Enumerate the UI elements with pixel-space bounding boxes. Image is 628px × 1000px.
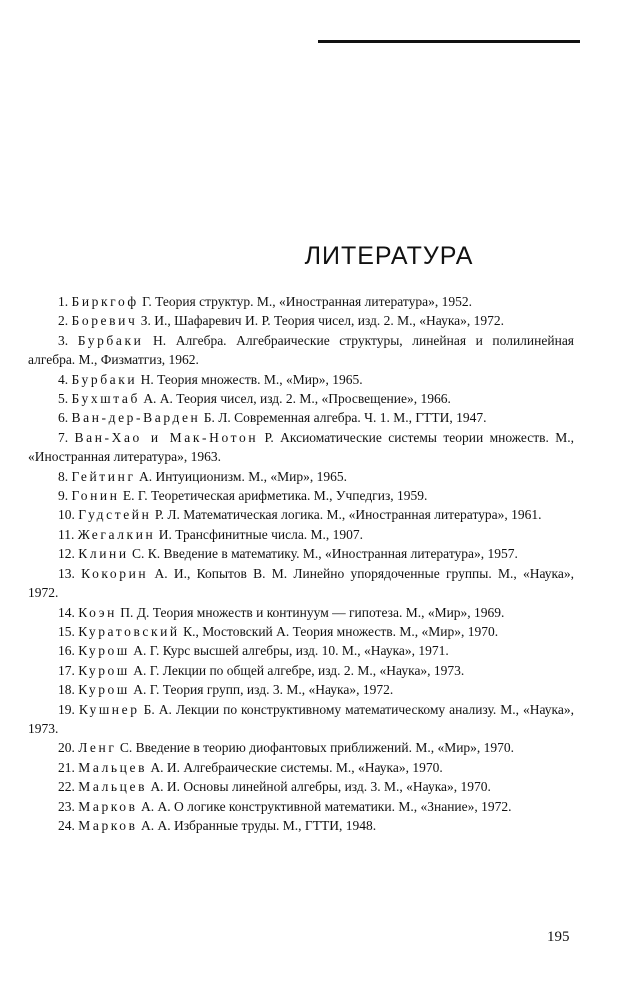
reference-entry <box>28 797 574 816</box>
reference-entry <box>28 525 574 544</box>
reference-author: Коэн <box>78 604 117 620</box>
reference-details: С. Введение в теорию диофантовых приближений. М., «Мир», 1970. <box>119 740 515 756</box>
reference-entry <box>28 816 574 835</box>
reference-number: 16. <box>58 643 75 659</box>
reference-author: Мальцев <box>78 779 148 795</box>
reference-entry <box>28 622 574 641</box>
reference-entry <box>28 408 574 427</box>
reference-entry <box>28 564 574 603</box>
reference-author: Ван-дер-Варден <box>71 410 201 426</box>
reference-author: Бухштаб <box>71 391 140 407</box>
reference-number: 10. <box>58 507 75 523</box>
reference-number: 14. <box>58 604 75 620</box>
reference-entry <box>28 603 574 622</box>
reference-author: Курош <box>78 682 130 698</box>
reference-author: Курош <box>78 662 130 678</box>
reference-author: Ван-Хао и Мак-Нотон <box>74 429 259 445</box>
reference-number: 9. <box>58 488 69 504</box>
reference-author: Ленг <box>78 740 117 756</box>
reference-number: 6. <box>58 410 69 426</box>
top-rule <box>318 40 580 43</box>
reference-details: А. Интуиционизм. М., «Мир», 1965. <box>138 468 347 484</box>
reference-details: А. А. О логике конструктивной математики. М., «Знание», 1972. <box>140 798 512 814</box>
reference-details: Н. Теория множеств. М., «Мир», 1965. <box>140 371 363 387</box>
reference-entry <box>28 505 574 524</box>
reference-author: Жегалкин <box>77 526 156 542</box>
reference-number: 1. <box>58 294 69 309</box>
reference-author: Гейтинг <box>71 468 136 484</box>
reference-author: Марков <box>78 817 138 833</box>
reference-details: Р. Аксиоматические системы теории множеств. М., «Иностранная литература», 1963. <box>28 429 574 465</box>
reference-details: З. И., Шафаревич И. Р. Теория чисел, изд. 2. М., «Наука», 1972. <box>140 313 505 329</box>
reference-author: Бурбаки <box>77 332 144 348</box>
reference-author: Курош <box>78 643 130 659</box>
reference-entry <box>28 370 574 389</box>
reference-details: А. Г. Теория групп, изд. 3. М., «Наука», 1972. <box>133 682 394 698</box>
reference-number: 17. <box>58 662 75 678</box>
reference-details: С. К. Введение в математику. М., «Иностранная литература», 1957. <box>132 546 518 562</box>
reference-number: 3. <box>58 332 69 348</box>
reference-number: 11. <box>58 526 75 542</box>
reference-entry <box>28 331 574 370</box>
reference-details: Е. Г. Теоретическая арифметика. М., Учпедгиз, 1959. <box>122 488 428 504</box>
reference-number: 4. <box>58 371 69 387</box>
page-heading: ЛИТЕРАТУРА <box>304 242 474 270</box>
reference-entry <box>28 758 574 777</box>
reference-number: 20. <box>58 740 75 756</box>
reference-number: 13. <box>58 565 75 581</box>
reference-author: Биркгоф <box>71 294 139 309</box>
reference-number: 24. <box>58 817 75 833</box>
reference-number: 22. <box>58 779 75 795</box>
reference-details: Б. Л. Современная алгебра. Ч. 1. М., ГТТИ, 1947. <box>203 410 487 426</box>
reference-details: Р. Л. Математическая логика. М., «Иностранная литература», 1961. <box>154 507 542 523</box>
reference-entry <box>28 389 574 408</box>
reference-entry <box>28 486 574 505</box>
reference-number: 5. <box>58 391 69 407</box>
reference-number: 15. <box>58 623 75 639</box>
reference-author: Клини <box>78 546 129 562</box>
reference-details: П. Д. Теория множеств и континуум — гипотеза. М., «Мир», 1969. <box>120 604 505 620</box>
reference-author: Куратовский <box>78 623 180 639</box>
reference-entry <box>28 641 574 660</box>
page-number: 195 <box>547 929 570 945</box>
reference-number: 21. <box>58 759 75 775</box>
reference-entry <box>28 544 574 563</box>
reference-author: Марков <box>78 798 138 814</box>
reference-author: Бурбаки <box>71 371 138 387</box>
reference-author: Гонин <box>71 488 120 504</box>
reference-number: 7. <box>58 429 69 445</box>
reference-entry <box>28 311 574 330</box>
reference-author: Боревич <box>71 313 138 329</box>
reference-details: А. Г. Курс высшей алгебры, изд. 10. М., «Наука», 1971. <box>133 643 449 659</box>
reference-details: А. А. Избранные труды. М., ГТТИ, 1948. <box>140 817 377 833</box>
reference-author: Кокорин <box>81 565 149 581</box>
reference-entry <box>28 661 574 680</box>
reference-entry <box>28 738 574 757</box>
reference-details: А. И. Основы линейной алгебры, изд. 3. М., «Наука», 1970. <box>150 779 491 795</box>
reference-details: Н. Алгебра. Алгебраические структуры, линейная и полилинейная алгебра. М., Физматгиз, 1962. <box>28 332 575 368</box>
reference-details: И. Трансфинитные числа. М., 1907. <box>158 526 364 542</box>
reference-details: Г. Теория структур. М., «Иностранная литература», 1952. <box>142 294 472 309</box>
reference-author: Мальцев <box>78 759 148 775</box>
reference-entry <box>28 777 574 796</box>
reference-list <box>28 292 574 835</box>
reference-details: К., Мостовский А. Теория множеств. М., «Мир», 1970. <box>183 623 499 639</box>
reference-author: Кушнер <box>78 701 140 717</box>
reference-entry <box>28 292 574 311</box>
reference-number: 12. <box>58 546 75 562</box>
reference-entry <box>28 428 574 467</box>
reference-number: 8. <box>58 468 69 484</box>
reference-entry <box>28 467 574 486</box>
reference-number: 2. <box>58 313 69 329</box>
reference-details: Б. А. Лекции по конструктивному математическому анализу. М., «Наука», 1973. <box>28 701 575 736</box>
reference-number: 19. <box>58 701 75 717</box>
reference-details: А. А. Теория чисел, изд. 2. М., «Просвещение», 1966. <box>143 391 451 407</box>
reference-entry <box>28 700 574 739</box>
reference-details: А. И., Копытов В. М. Линейно упорядоченные группы. М., «Наука», 1972. <box>28 565 575 601</box>
reference-number: 23. <box>58 798 75 814</box>
reference-details: А. И. Алгебраические системы. М., «Наука», 1970. <box>150 759 443 775</box>
reference-details: А. Г. Лекции по общей алгебре, изд. 2. М., «Наука», 1973. <box>133 662 465 678</box>
reference-number: 18. <box>58 682 75 698</box>
reference-author: Гудстейн <box>78 507 152 523</box>
reference-entry <box>28 680 574 699</box>
